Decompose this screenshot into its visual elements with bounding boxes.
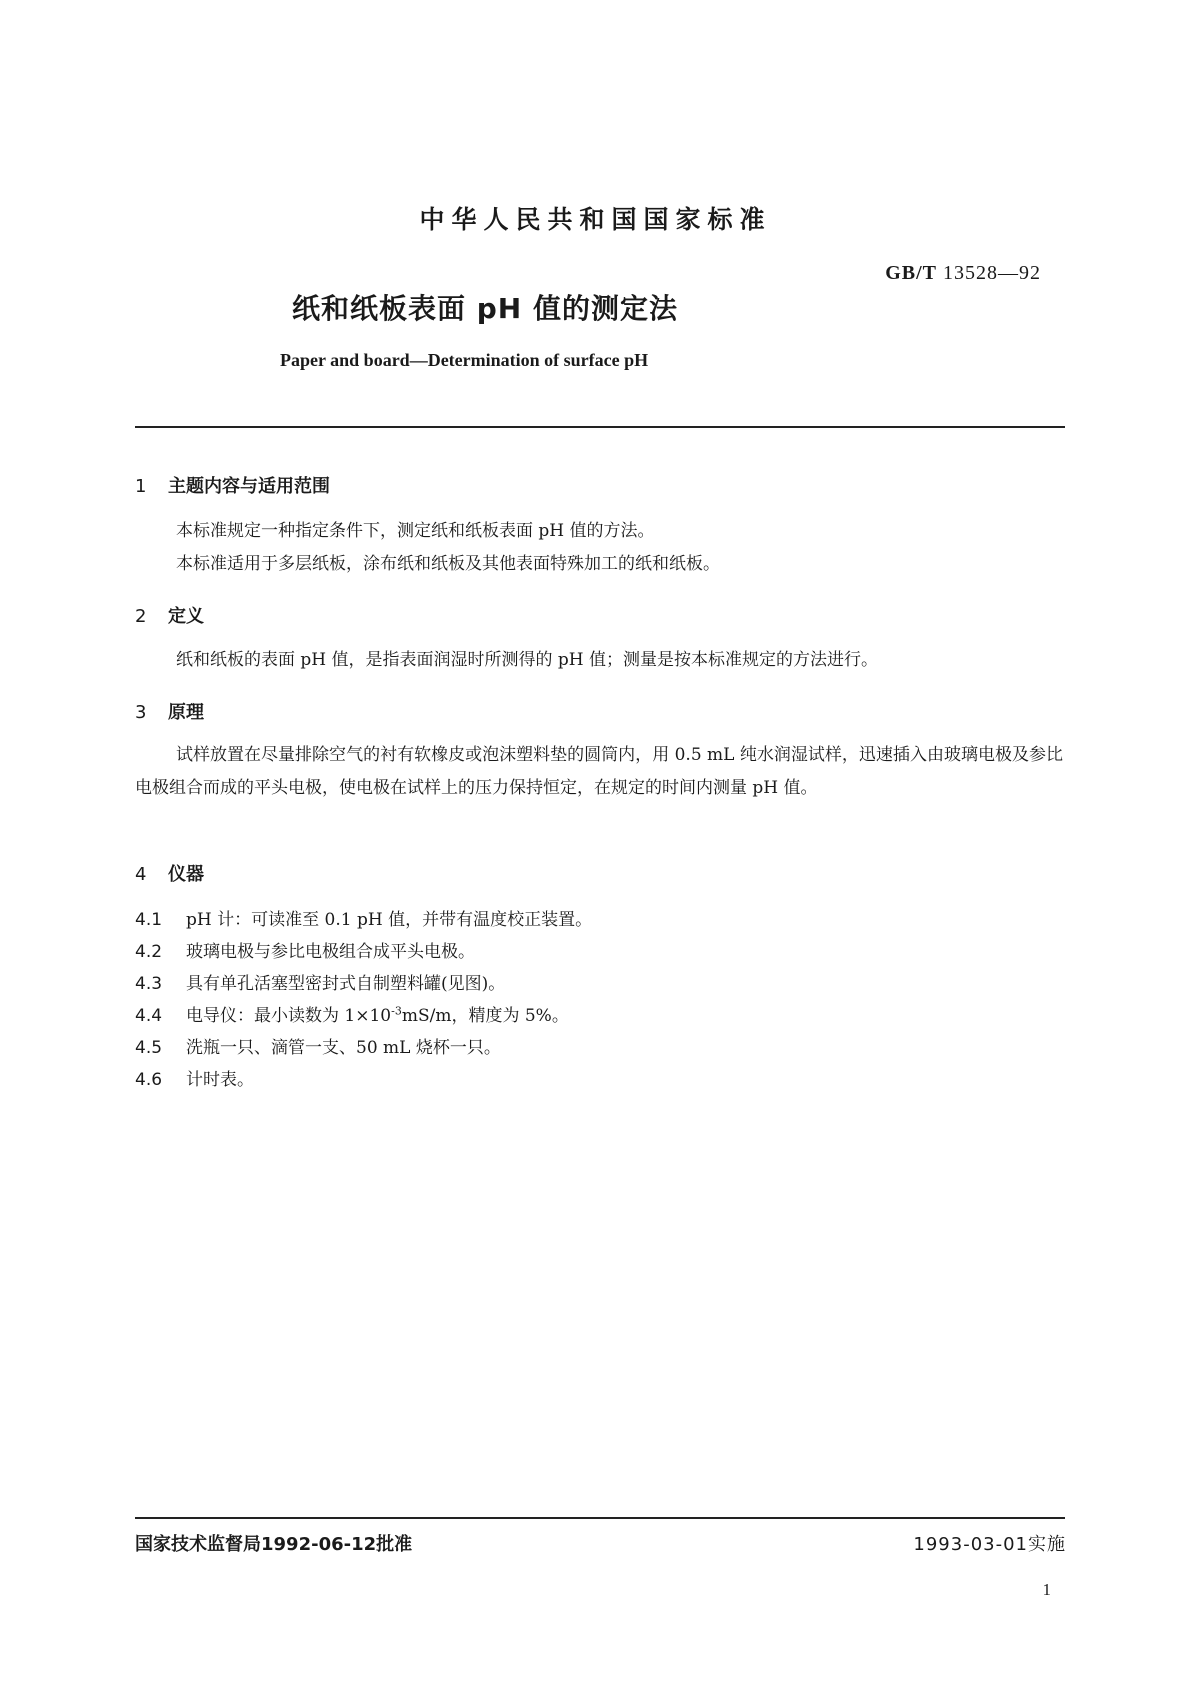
section-title: 仪器 [168,864,204,885]
item-4-5 [135,1033,501,1058]
section-3-paragraph-1: 试样放置在尽量排除空气的衬有软橡皮或泡沫塑料垫的圆筒内，用 0.5 mL 纯水润湿试样，迅速插入由玻璃电极及参比电极组合而成的平头电极，使电极在试样上的压力保持恒定，在规定的时间内测量 pH 值。 [135,745,1063,798]
section-number: 3 [135,702,147,723]
item-4-1 [135,905,592,930]
footer-divider [135,1517,1065,1519]
item-number: 4.4 [135,1006,163,1026]
document-title-cn: 纸和纸板表面 pH 值的测定法 [292,292,678,325]
section-title: 主题内容与适用范围 [168,476,330,497]
section-number: 1 [135,476,147,497]
implementation-statement: 1993-03-01实施 [913,1534,1066,1555]
document-title-en: Paper and board—Determination of surface pH [280,350,649,370]
item-text: pH 计：可读准至 0.1 pH 值，并带有温度校正装置。 [186,910,593,930]
item-text: 电导仪：最小读数为 1×10 [186,1006,392,1026]
page-number: 1 [1042,1580,1051,1599]
section-2-paragraph-1: 纸和纸板的表面 pH 值，是指表面润湿时所测得的 pH 值；测量是按本标准规定的方法进行。 [176,650,879,670]
item-4-6 [135,1065,254,1090]
national-standard-heading: 中华人民共和国国家标准 [419,205,772,234]
section-title: 原理 [168,702,204,723]
item-number: 4.6 [135,1070,163,1090]
item-text: 计时表。 [186,1070,254,1090]
header-divider [135,426,1065,428]
item-text-superscript: -3 [391,1004,402,1018]
section-2-heading [135,602,204,628]
item-number: 4.5 [135,1038,163,1058]
item-number: 4.1 [135,910,163,930]
standard-code: GB/T [885,262,937,284]
section-1-paragraph-1: 本标准规定一种指定条件下，测定纸和纸板表面 pH 值的方法。 [176,521,655,541]
approval-statement: 国家技术监督局1992-06-12批准 [135,1534,413,1555]
section-1-heading [135,472,330,498]
section-number: 2 [135,606,147,627]
item-text: 具有单孔活塞型密封式自制塑料罐(见图)。 [186,974,506,994]
section-3-heading [135,698,204,724]
section-4-heading [135,860,204,886]
standard-number [885,262,1041,285]
item-4-2 [135,937,475,962]
section-1-paragraph-2: 本标准适用于多层纸板，涂布纸和纸板及其他表面特殊加工的纸和纸板。 [176,554,720,574]
item-number: 4.2 [135,942,163,962]
item-text: 玻璃电极与参比电极组合成平头电极。 [186,942,475,962]
standard-number-value: 13528—92 [943,262,1041,284]
item-text-continued: mS/m，精度为 5%。 [401,1006,569,1026]
item-text: 洗瓶一只、滴管一支、50 mL 烧杯一只。 [186,1038,501,1058]
item-number: 4.3 [135,974,163,994]
item-4-3 [135,969,505,994]
section-title: 定义 [168,606,204,627]
item-4-4 [135,1001,569,1026]
section-number: 4 [135,864,147,885]
